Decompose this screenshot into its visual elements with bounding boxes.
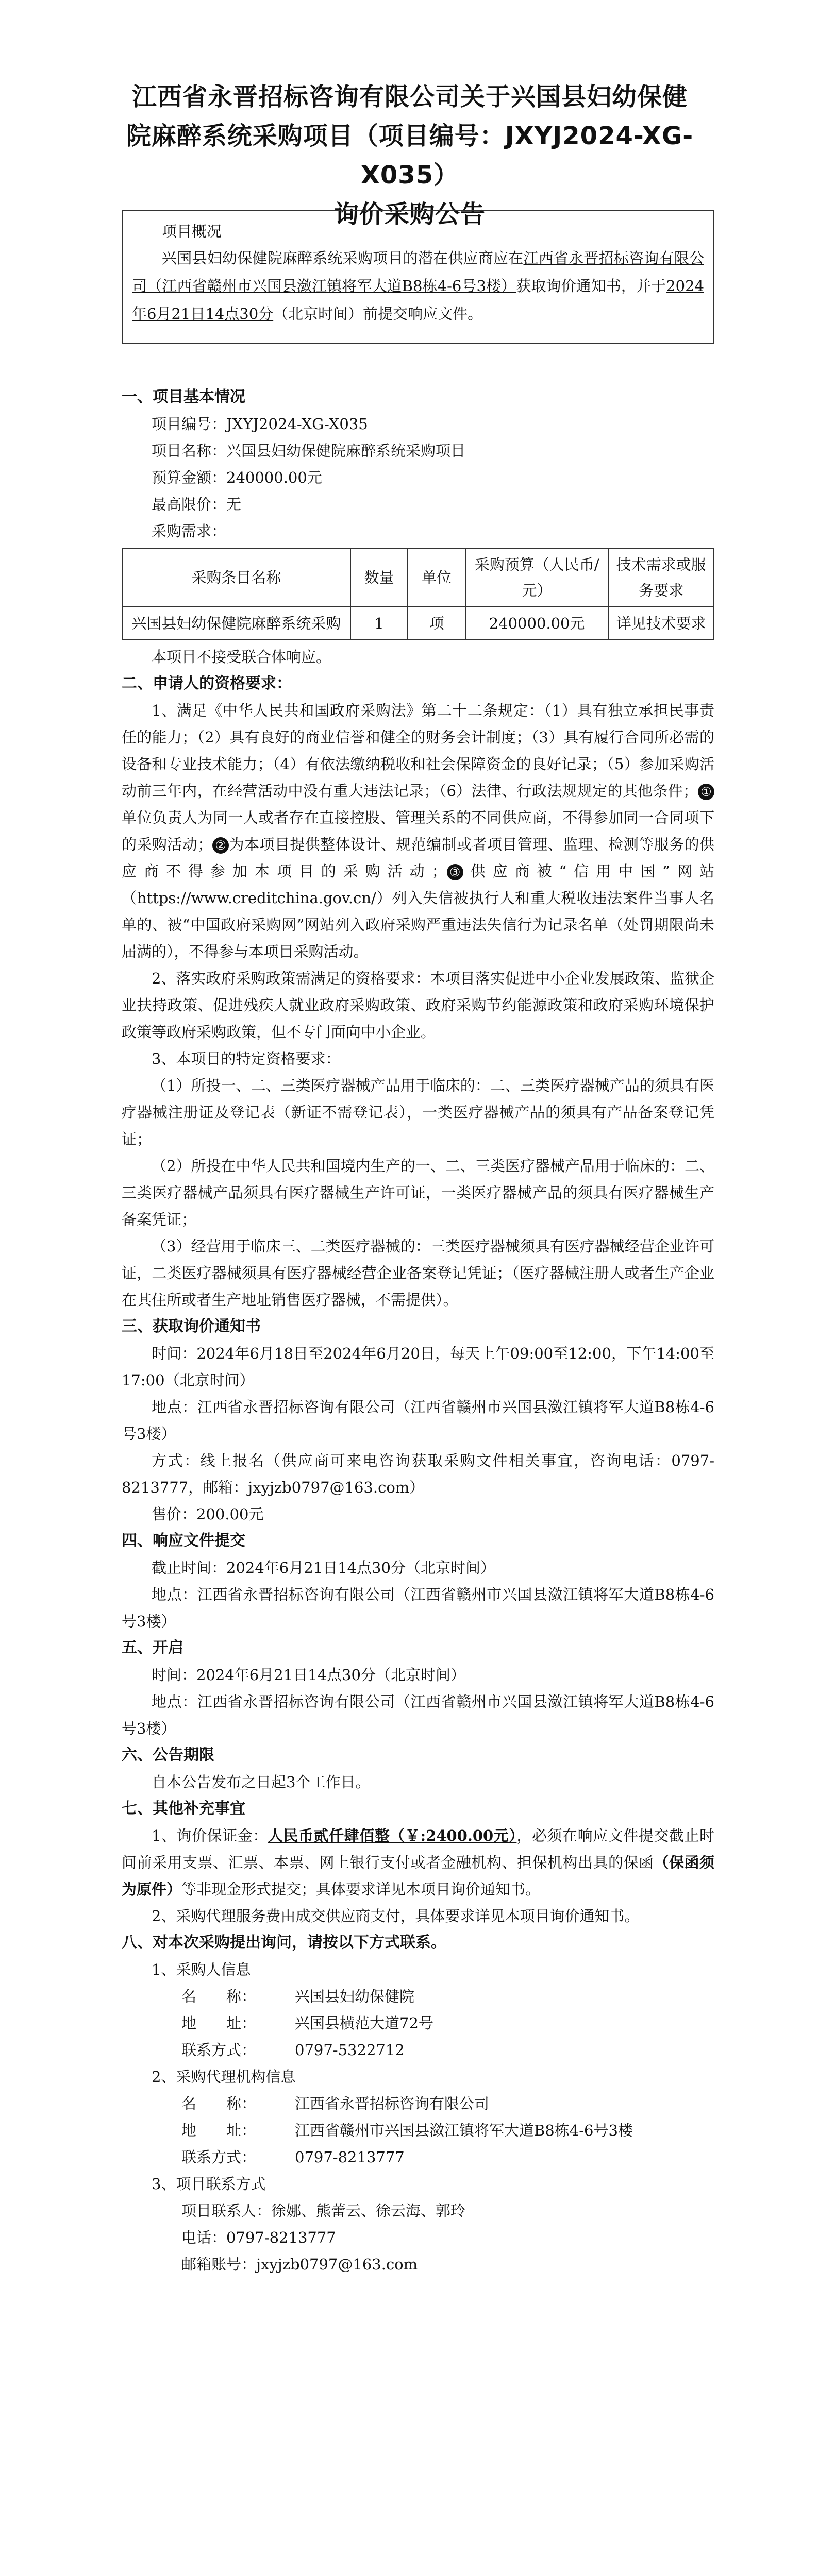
table-header-cell: 数量	[350, 548, 408, 607]
agent-name-label: 名 称：	[181, 2095, 257, 2112]
title-line-2: 院麻醉系统采购项目（项目编号：JXYJ2024-XG-X035）	[126, 122, 694, 190]
agent-address: 江西省赣州市兴国县潋江镇将军大道B8栋4-6号3楼	[295, 2122, 633, 2139]
table-cell: 240000.00元	[465, 607, 608, 640]
buyer-name-label: 名 称：	[181, 1988, 257, 2005]
buyer-info-title: 1、采购人信息	[152, 1961, 251, 1978]
deposit-original-note: （保函须为原件）	[122, 1854, 714, 1898]
project-contact-person: 项目联系人：徐娜、熊蕾云、徐云海、郭玲	[181, 2202, 466, 2219]
section-3-heading: 三、获取询价通知书	[122, 1317, 261, 1335]
table-header-cell: 单位	[408, 548, 465, 607]
deposit-requirement	[122, 1822, 714, 1903]
announcement-period: 自本公告发布之日起3个工作日。	[152, 1773, 371, 1791]
overview-text-a: 兴国县妇幼保健院麻醉系统采购项目的潜在供应商应在	[162, 249, 524, 267]
agent-info-title: 2、采购代理机构信息	[152, 2068, 296, 2086]
submission-place: 地点：江西省永晋招标咨询有限公司（江西省赣州市兴国县潋江镇将军大道B8栋4-6号3楼）	[122, 1586, 714, 1630]
table-cell: 1	[350, 607, 408, 640]
section-6-heading: 六、公告期限	[122, 1746, 214, 1764]
section-5-heading: 五、开启	[122, 1639, 183, 1657]
project-contact-info	[122, 2197, 714, 2278]
project-contact-phone: 电话：0797-8213777	[181, 2229, 336, 2246]
section-8-heading: 八、对本次采购提出询问，请按以下方式联系。	[122, 1934, 446, 1952]
qualification-3-1: （1）所投一、二、三类医疗器械产品用于临床的：二、三类医疗器械产品的须具有医疗器械注册证及登记表（新证不需登记表），一类医疗器械产品的须具有产品备案登记凭证；	[122, 1077, 714, 1148]
section-2-heading: 二、申请人的资格要求：	[122, 674, 292, 692]
overview-text-c: （北京时间）前提交响应文件。	[273, 305, 483, 323]
agent-name: 江西省永晋招标咨询有限公司	[295, 2095, 490, 2112]
consortium-note: 本项目不接受联合体响应。	[152, 648, 331, 666]
overview-text	[132, 244, 704, 328]
project-number: 项目编号：JXYJ2024-XG-X035	[152, 415, 368, 433]
table-header-row	[122, 548, 714, 607]
buyer-name: 兴国县妇幼保健院	[295, 1988, 415, 2005]
overview-deadline: 2024年6月21日14点30分	[132, 277, 704, 323]
table-header-cell: 采购条目名称	[122, 548, 350, 607]
project-overview-box	[122, 210, 714, 344]
qualification-1	[122, 697, 714, 965]
deposit-text-c: 等非现金形式提交；具体要求详见本项目询价通知书。	[181, 1880, 541, 1898]
opening-time: 时间：2024年6月21日14点30分（北京时间）	[152, 1666, 465, 1684]
buyer-address: 兴国县横范大道72号	[295, 2014, 433, 2032]
project-contact-title: 3、项目联系方式	[152, 2175, 266, 2193]
title-line-1: 江西省永晋招标咨询有限公司关于兴国县妇幼保健	[131, 82, 688, 111]
deposit-label: 1、询价保证金：	[152, 1827, 268, 1844]
agent-phone: 0797-8213777	[295, 2148, 405, 2166]
agent-phone-label: 联系方式：	[181, 2148, 257, 2166]
table-header-cell: 采购预算（人民币/元）	[465, 548, 608, 607]
qualification-1c: 为本项目提供整体设计、规范编制或者项目管理、监理、检测等服务的供应商不得参加本项目的采购活动；	[122, 836, 714, 880]
section-4-heading: 四、响应文件提交	[122, 1532, 245, 1550]
agent-address-label: 地 址：	[181, 2122, 257, 2139]
circled-number-2: ②	[212, 837, 229, 854]
demand-label: 采购需求：	[152, 522, 227, 540]
project-contact-email: 邮箱账号：jxyjzb0797@163.com	[181, 2256, 418, 2273]
overview-place: 江西省永晋招标咨询有限公司（江西省赣州市兴国县潋江镇将军大道B8栋4-6号3楼）	[132, 249, 704, 295]
agent-info	[122, 2090, 714, 2171]
table-header-cell: 技术需求或服务要求	[608, 548, 714, 607]
opening-place: 地点：江西省永晋招标咨询有限公司（江西省赣州市兴国县潋江镇将军大道B8栋4-6号3楼）	[122, 1693, 714, 1737]
qualification-1b: 单位负责人为同一人或者存在直接控股、管理关系的不同供应商，不得参加同一合同项下的采购活动；	[122, 809, 714, 853]
qualification-3-2: （2）所投在中华人民共和国境内生产的一、二、三类医疗器械产品用于临床的：二、三类医疗器械产品须具有医疗器械生产许可证，一类医疗器械产品的须具有医疗器械生产备案凭证；	[122, 1157, 714, 1228]
deposit-text-b: ，必须在响应文件提交截止时间前采用支票、汇票、本票、网上银行支付或者金融机构、担保机构出具的保函	[122, 1827, 714, 1871]
section-1-heading: 一、项目基本情况	[122, 388, 245, 406]
max-price: 最高限价：无	[152, 496, 242, 513]
qualification-3: 3、本项目的特定资格要求：	[152, 1050, 341, 1067]
buyer-info	[122, 1983, 714, 2063]
buyer-phone: 0797-5322712	[295, 2041, 405, 2059]
obtain-method: 方式：线上报名（供应商可来电咨询获取采购文件相关事宜，咨询电话：0797-8213777，邮箱：jxyjzb0797@163.com）	[122, 1452, 714, 1496]
overview-text-b: 获取询价通知书，并于	[516, 277, 666, 295]
overview-heading: 项目概况	[162, 223, 222, 240]
section-7-heading: 七、其他补充事宜	[122, 1800, 245, 1818]
agency-fee: 2、采购代理服务费由成交供应商支付，具体要求详见本项目询价通知书。	[152, 1907, 640, 1925]
table-cell: 兴国县妇幼保健院麻醉系统采购	[122, 607, 350, 640]
obtain-time: 时间：2024年6月18日至2024年6月20日，每天上午09:00至12:00，下午14:00至17:00（北京时间）	[122, 1345, 714, 1389]
document-price: 售价：200.00元	[152, 1505, 264, 1523]
project-name: 项目名称：兴国县妇幼保健院麻醉系统采购项目	[152, 442, 466, 460]
buyer-phone-label: 联系方式：	[181, 2041, 257, 2059]
deposit-amount: 人民币贰仟肆佰整（￥:2400.00元）	[268, 1827, 517, 1844]
qualification-1d: 供应商被“信用中国”网站（https://www.creditchina.gov.cn/）列入失信被执行人和重大税收违法案件当事人名单的、被“中国政府采购网”网站列入政府采购严重违法失信行为记录名单（处罚期限尚未届满的），不得参与本项目采购活动。	[122, 862, 714, 960]
qualification-2: 2、落实政府采购政策需满足的资格要求：本项目落实促进中小企业发展政策、监狱企业扶持政策、促进残疾人就业政府采购政策、政府采购节约能源政策和政府采购环境保护政策等政府采购政策，但不专门面向中小企业。	[122, 970, 714, 1041]
circled-number-1: ①	[698, 784, 714, 800]
title-line-3: 询价采购公告	[333, 200, 486, 229]
table-cell: 项	[408, 607, 465, 640]
budget-amount: 预算金额：240000.00元	[152, 469, 322, 486]
obtain-place: 地点：江西省永晋招标咨询有限公司（江西省赣州市兴国县潋江镇将军大道B8栋4-6号3楼）	[122, 1398, 714, 1443]
qualification-1-text: 1、满足《中华人民共和国政府采购法》第二十二条规定：（1）具有独立承担民事责任的能力；（2）具有良好的商业信誉和健全的财务会计制度；（3）具有履行合同所必需的设备和专业技术能力；（4）有依法缴纳税收和社会保障资金的良好记录；（5）参加采购活动前三年内，在经营活动中没有重大违法记录；（6）法律、行政法规规定的其他条件；	[122, 702, 714, 800]
buyer-address-label: 地 址：	[181, 2014, 257, 2032]
procurement-table	[122, 548, 714, 640]
submission-deadline: 截止时间：2024年6月21日14点30分（北京时间）	[152, 1559, 495, 1577]
circled-number-3: ③	[447, 864, 463, 880]
table-cell: 详见技术要求	[608, 607, 714, 640]
qualification-3-3: （3）经营用于临床三、二类医疗器械的：三类医疗器械须具有医疗器械经营企业许可证，二类医疗器械须具有医疗器械经营企业备案登记凭证；（医疗器械注册人或者生产企业在其住所或者生产地址销售医疗器械，不需提供）。	[122, 1238, 714, 1309]
table-row	[122, 607, 714, 640]
announcement-content	[122, 384, 714, 2278]
